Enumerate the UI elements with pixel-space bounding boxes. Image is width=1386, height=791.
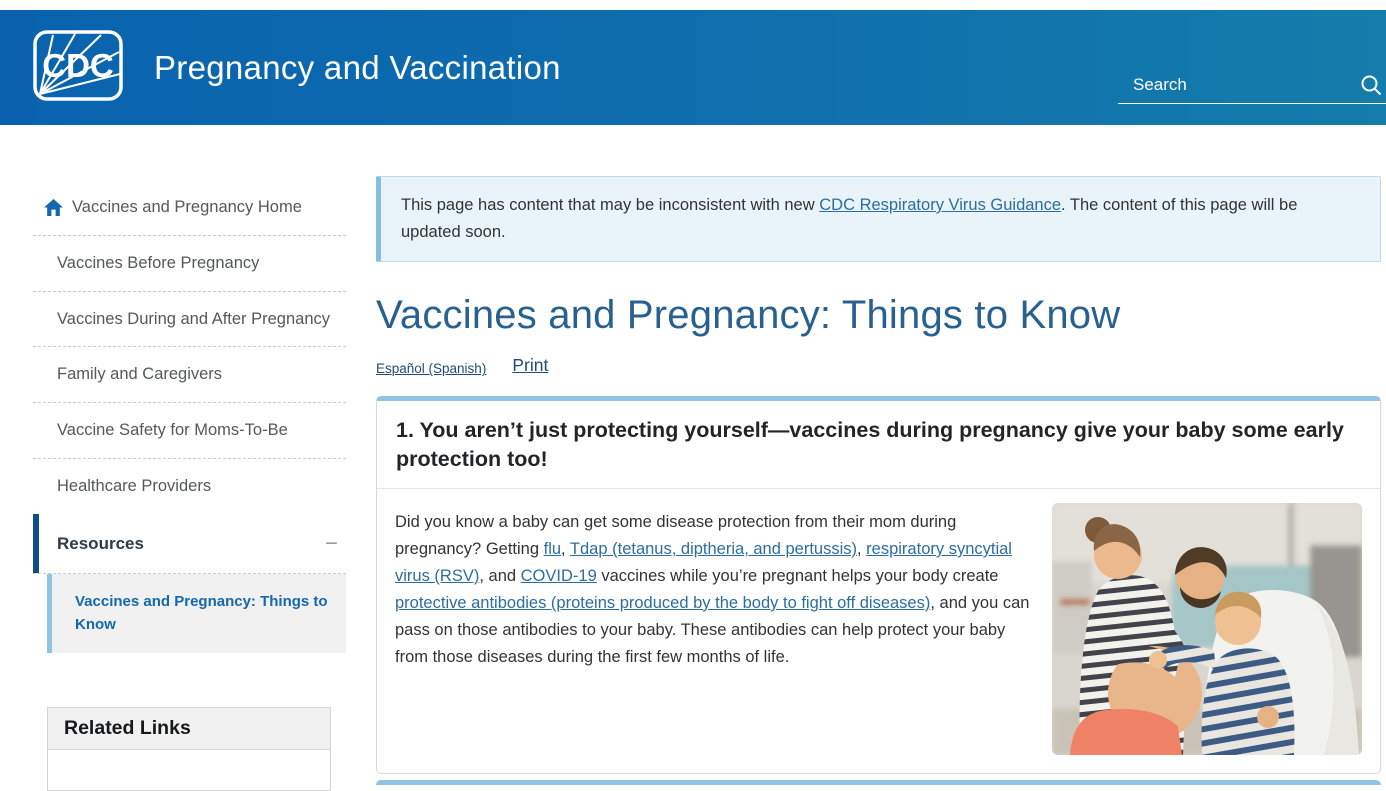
text-segment: , and you can pass on those antibodies to your baby. These antibodies can help protect your baby from those diseases during the first few months of life. xyxy=(395,593,1030,666)
rsv-link[interactable]: respiratory syncytial virus (RSV) xyxy=(395,540,1012,585)
cdc-logo[interactable] xyxy=(33,30,123,106)
sidebar-item-vaccines-before-pregnancy[interactable]: Vaccines Before Pregnancy xyxy=(33,236,346,292)
fact-card-heading: 1. You aren’t just protecting yourself—vaccines during pregnancy give your baby some early protection too! xyxy=(377,401,1380,489)
active-section-bar xyxy=(33,514,39,574)
fact-card-body xyxy=(377,489,1380,773)
next-card-top-border xyxy=(376,780,1381,785)
family-photo-illustration xyxy=(1052,503,1362,755)
sidebar-item-healthcare-providers[interactable]: Healthcare Providers xyxy=(57,476,212,495)
search-box xyxy=(1118,74,1386,104)
text-segment: Did you know a baby can get some disease protection from their mom during pregnancy? Getting xyxy=(395,513,957,559)
sidebar-item-resources[interactable] xyxy=(33,514,346,575)
sidebar-item-home[interactable] xyxy=(33,180,346,236)
search-icon xyxy=(1360,74,1382,96)
guidance-alert-banner xyxy=(376,176,1381,262)
alert-text-before: This page has content that may be inconsistent with new xyxy=(401,196,820,214)
related-links-body xyxy=(47,750,331,791)
cdc-logo-icon xyxy=(33,30,123,101)
related-links-title: Related Links xyxy=(47,707,331,750)
spanish-language-link[interactable]: Español (Spanish) xyxy=(376,361,487,377)
sidebar-subitem-things-to-know-active[interactable]: Vaccines and Pregnancy: Things to Know xyxy=(47,574,346,653)
fact-card-1 xyxy=(376,396,1381,774)
cdc-logo-text: CDC xyxy=(42,46,114,84)
search-button[interactable] xyxy=(1360,74,1386,96)
protective-antibodies-link[interactable]: protective antibodies (proteins produced by the body to fight off diseases) xyxy=(395,593,931,612)
alert-text-after: . The content of this page will be updated soon. xyxy=(401,196,1298,242)
sidebar-item-label: Vaccines and Pregnancy Home xyxy=(72,198,302,216)
fact-card-paragraph xyxy=(395,509,1034,739)
left-navigation xyxy=(33,180,346,791)
site-header xyxy=(0,10,1386,125)
sidebar-item-family-and-caregivers[interactable]: Family and Caregivers xyxy=(33,347,346,403)
text-segment: , xyxy=(857,540,867,559)
sidebar-item-label: Resources xyxy=(57,533,144,553)
flu-link[interactable]: flu xyxy=(543,540,562,559)
text-segment: vaccines while you’re pregnant helps your body create xyxy=(596,566,999,585)
covid19-link[interactable]: COVID-19 xyxy=(520,566,597,585)
page-title: Vaccines and Pregnancy: Things to Know xyxy=(376,293,1121,338)
tdap-link[interactable]: Tdap (tetanus, diptheria, and pertussis) xyxy=(569,540,857,559)
text-segment: , and xyxy=(479,566,521,585)
browser-chrome-strip xyxy=(0,0,1386,10)
family-photo xyxy=(1052,503,1362,755)
related-links-box xyxy=(47,707,331,791)
search-input[interactable] xyxy=(1118,75,1360,95)
site-title: Pregnancy and Vaccination xyxy=(154,48,561,86)
sidebar-item-vaccine-safety[interactable]: Vaccine Safety for Moms-To-Be xyxy=(33,403,346,459)
main-content xyxy=(376,176,1381,785)
page-utility-links xyxy=(376,355,1381,376)
respiratory-virus-guidance-link[interactable]: CDC Respiratory Virus Guidance xyxy=(819,196,1062,214)
sidebar-item-vaccines-during-after-pregnancy[interactable]: Vaccines During and After Pregnancy xyxy=(33,292,346,348)
print-link[interactable]: Print xyxy=(512,355,549,376)
home-icon xyxy=(44,199,63,216)
text-segment: , xyxy=(561,540,570,559)
collapse-minus-icon[interactable]: − xyxy=(325,530,338,556)
